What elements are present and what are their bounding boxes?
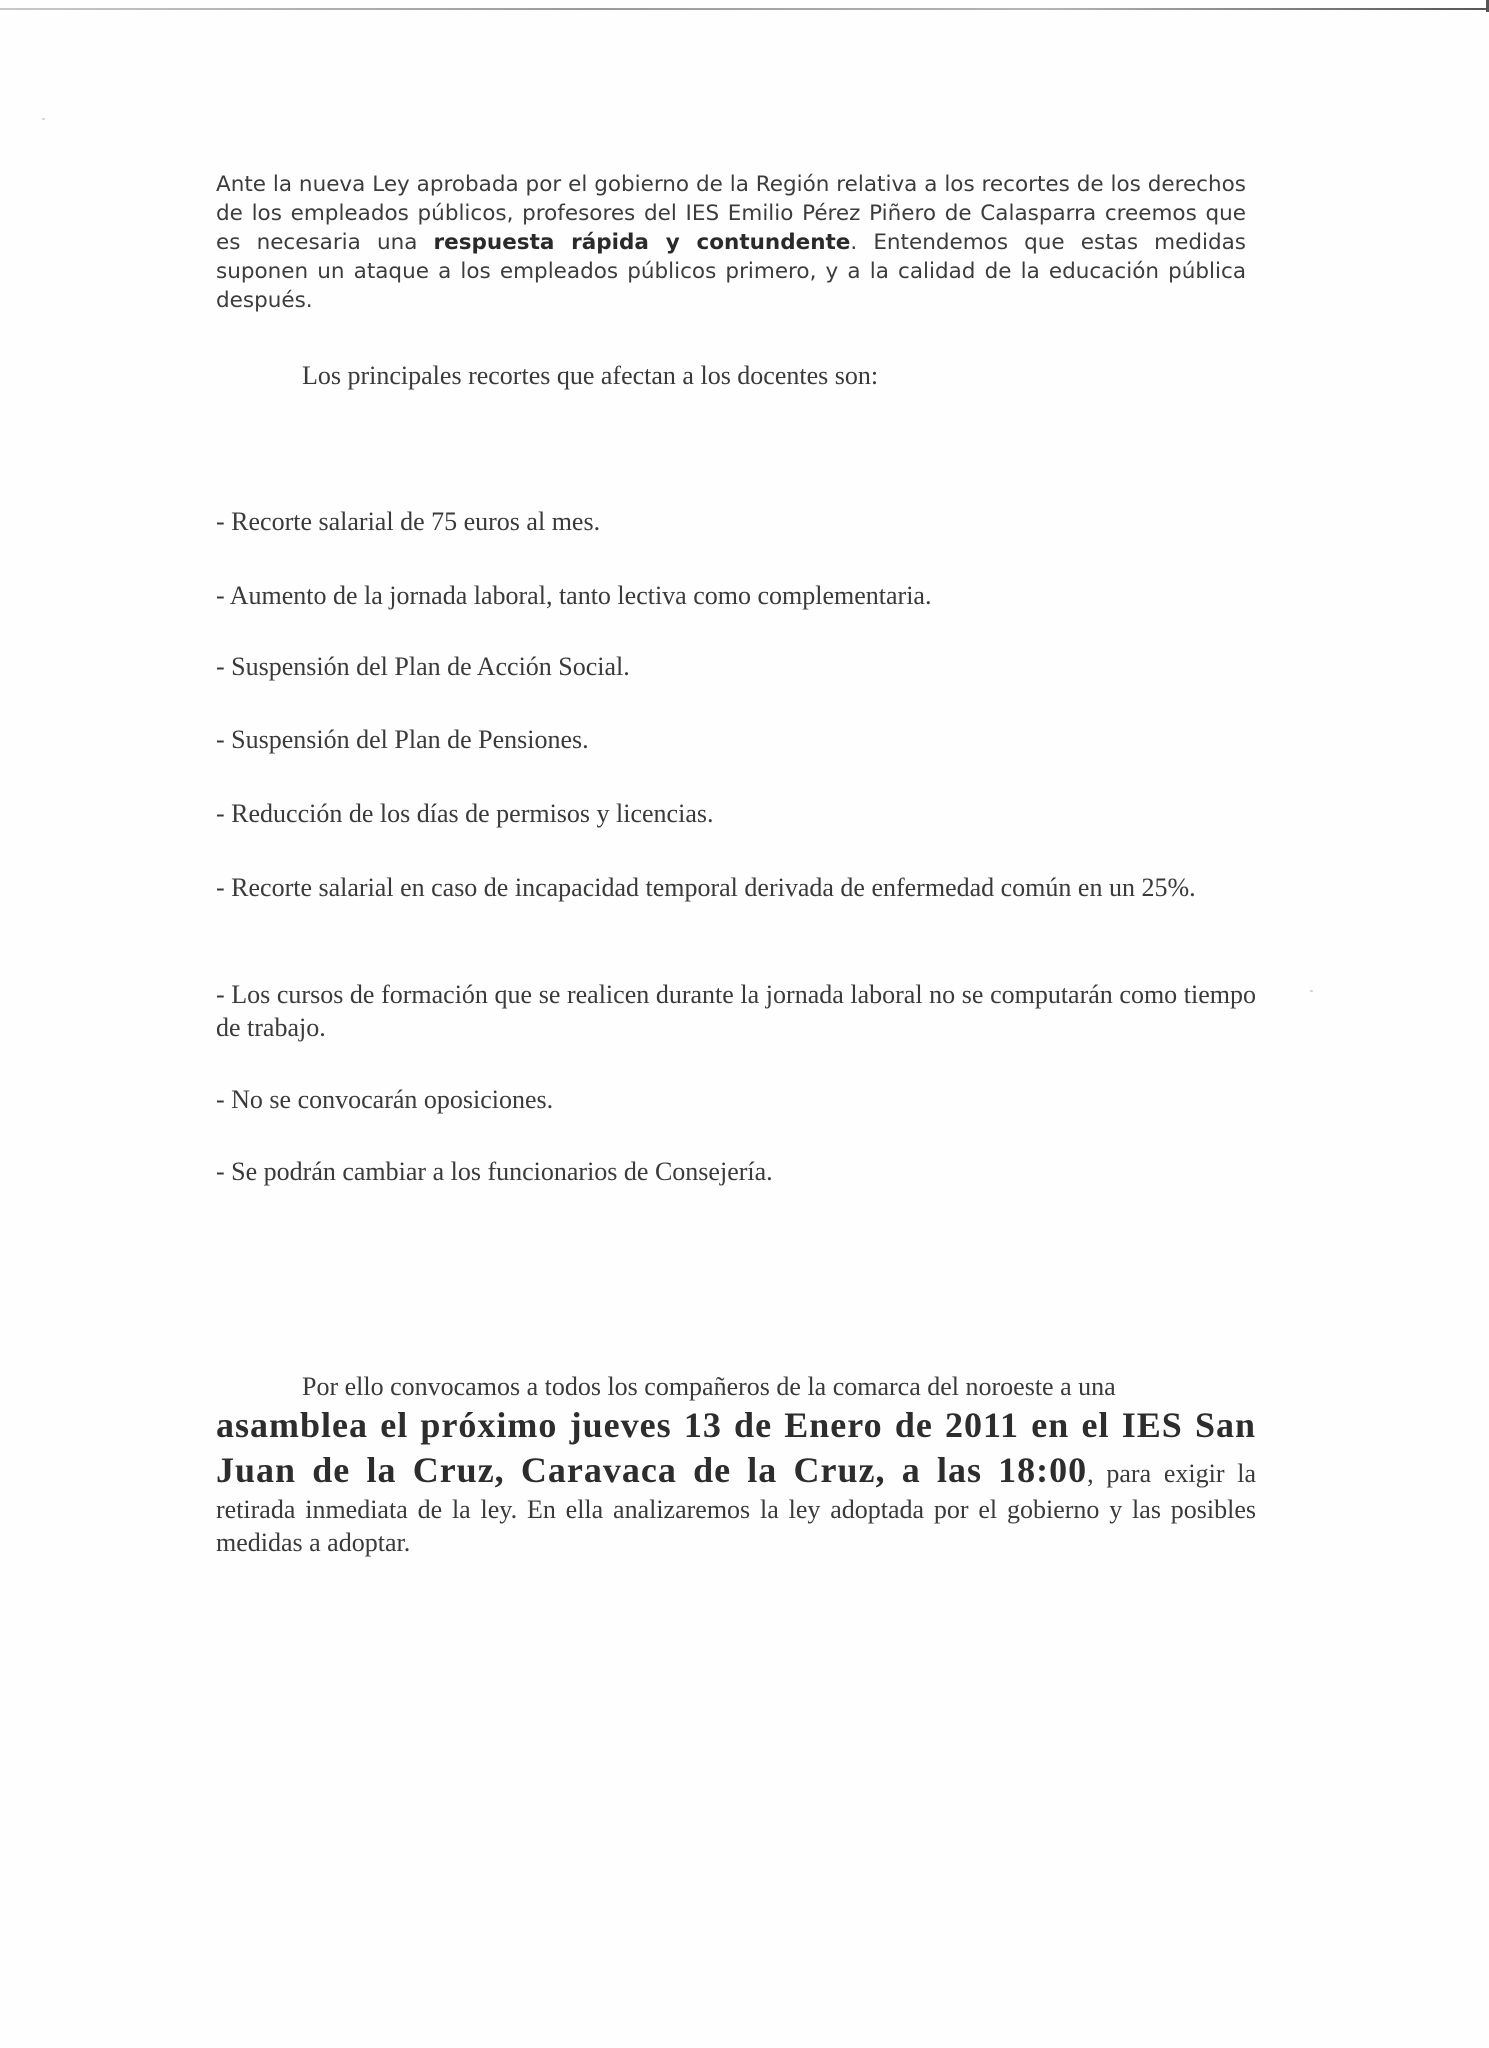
cut-item-workday: - Aumento de la jornada laboral, tanto lectiva como complementaria. (216, 581, 932, 610)
cut-item-exams: - No se convocarán oposiciones. (216, 1085, 554, 1114)
intro-emphasis: respuesta rápida y contundente (433, 230, 851, 255)
closing-intro: Por ello convocamos a todos los compañeros de la comarca del noroeste a una (302, 1372, 1116, 1401)
closing-paragraph (216, 1370, 1256, 1559)
cut-item-sick-leave: - Recorte salarial en caso de incapacidad temporal derivada de enfermedad común en un 25%. (216, 873, 1196, 902)
intro-text-start: Ante la nueva Ley aprobada por el gobierno de la Región relativa a los recortes de los derechos de los empleados públicos, profesores del IES Emilio Pérez Piñero de Calasparra creemos que es necesaria una (216, 172, 1246, 255)
scan-speck (42, 118, 45, 120)
cut-item-social-action: - Suspensión del Plan de Acción Social. (216, 652, 630, 681)
cut-item-officials: - Se podrán cambiar a los funcionarios de Consejería. (216, 1157, 773, 1186)
cut-item-training: - Los cursos de formación que se realicen durante la jornada laboral no se computarán como tiempo de trabajo. (216, 980, 1256, 1042)
cut-item-pensions: - Suspensión del Plan de Pensiones. (216, 725, 589, 754)
cuts-lead-heading: Los principales recortes que afectan a los docentes son: (302, 361, 879, 390)
scan-speck (1310, 990, 1313, 992)
intro-text-end: . Entendemos que estas medidas suponen un ataque a los empleados públicos primero, y a la calidad de la educación pública después. (216, 230, 1246, 313)
closing-rest: , para exigir la retirada inmediata de la ley. En ella analizaremos la ley adoptada por el gobierno y las posibles medidas a adoptar. (216, 1459, 1256, 1557)
intro-paragraph (216, 170, 1246, 315)
cut-item-salary: - Recorte salarial de 75 euros al mes. (216, 507, 601, 536)
assembly-announcement: asamblea el próximo jueves 13 de Enero de 2011 en el IES San Juan de la Cruz, Caravaca de la Cruz, a las 18:00 (216, 1405, 1256, 1490)
scan-edge-line (0, 8, 1489, 10)
cut-item-leave-days: - Reducción de los días de permisos y licencias. (216, 799, 714, 828)
